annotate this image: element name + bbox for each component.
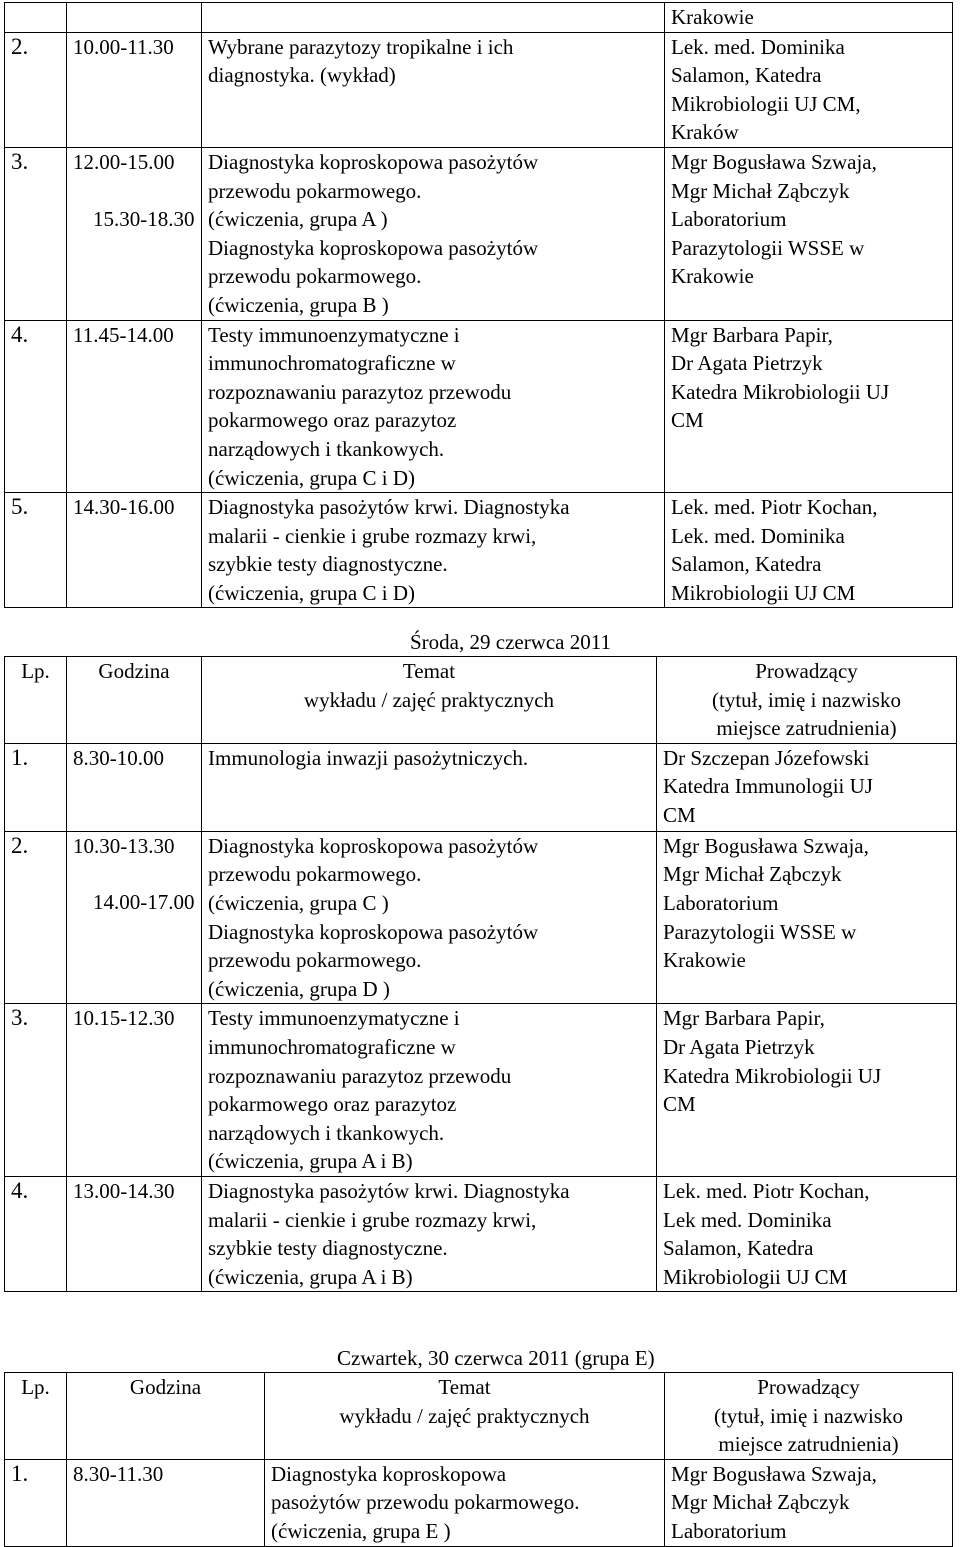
lecturer-cell: Mgr Barbara Papir, Dr Agata Pietrzyk Katedra Mikrobiologii UJ CM (657, 1004, 957, 1177)
row-number: 1. (5, 743, 67, 831)
header-lecturer: Prowadzący (tytuł, imię i nazwisko miejsce zatrudnienia) (665, 1373, 953, 1460)
topic-cell: Immunologia inwazji pasożytniczych. (202, 743, 657, 831)
topic-cell: Testy immunoenzymatyczne i immunochromatograficzne w rozpoznawaniu parazytoz przewodu pokarmowego oraz parazytoz narządowych i tkankowych. (ćwiczenia, grupa A i B) (202, 1004, 657, 1177)
lecturer-cell: Lek. med. Dominika Salamon, Katedra Mikrobiologii UJ CM, Kraków (665, 32, 953, 147)
header-lp: Lp. (5, 657, 67, 744)
header-topic: Temat wykładu / zajęć praktycznych (202, 657, 657, 744)
lecturer-cell: Lek. med. Piotr Kochan, Lek med. Dominika Salamon, Katedra Mikrobiologii UJ CM (657, 1176, 957, 1291)
lecturer-cell: Lek. med. Piotr Kochan, Lek. med. Dominika Salamon, Katedra Mikrobiologii UJ CM (665, 493, 953, 608)
table-row (5, 320, 953, 493)
header-time: Godzina (67, 1373, 265, 1460)
table-row (5, 147, 953, 320)
row-number: 5. (5, 493, 67, 608)
header-lp: Lp. (5, 1373, 67, 1460)
row-number: 2. (5, 831, 67, 1004)
row-number: 3. (5, 1004, 67, 1177)
lecturer-cell: Mgr Barbara Papir, Dr Agata Pietrzyk Katedra Mikrobiologii UJ CM (665, 320, 953, 493)
lecturer-cell: Mgr Bogusława Szwaja, Mgr Michał Ząbczyk Laboratorium Parazytologii WSSE w Krakowie (657, 831, 957, 1004)
table-row (5, 831, 957, 1004)
schedule-table-day3 (4, 1372, 953, 1547)
lecturer-cell: Krakowie (665, 3, 953, 33)
topic-cell: Wybrane parazytozy tropikalne i ich diagnostyka. (wykład) (202, 32, 665, 147)
row-time: 8.30-11.30 (67, 1459, 265, 1546)
row-number: 4. (5, 1176, 67, 1291)
lecturer-cell: Mgr Bogusława Szwaja, Mgr Michał Ząbczyk Laboratorium (665, 1459, 953, 1546)
table-row (5, 1004, 957, 1177)
row-time: 14.30-16.00 (67, 493, 202, 608)
schedule-table-day2 (4, 656, 957, 1292)
row-time: 10.30-13.30 14.00-17.00 (67, 831, 202, 1004)
topic-cell: Diagnostyka pasożytów krwi. Diagnostyka malarii - cienkie i grube rozmazy krwi, szybkie testy diagnostyczne. (ćwiczenia, grupa A i B) (202, 1176, 657, 1291)
topic-cell: Diagnostyka koproskopowa pasożytów przewodu pokarmowego. (ćwiczenia, grupa A ) Diagnostyka koproskopowa pasożytów przewodu pokarmowego. (ćwiczenia, grupa B ) (202, 147, 665, 320)
lecturer-cell: Dr Szczepan Józefowski Katedra Immunologii UJ CM (657, 743, 957, 831)
row-number: 1. (5, 1459, 67, 1546)
day-title: Środa, 29 czerwca 2011 (410, 630, 611, 654)
row-number: 2. (5, 32, 67, 147)
row-number: 3. (5, 147, 67, 320)
row-time: 10.15-12.30 (67, 1004, 202, 1177)
table-header-row (5, 1373, 953, 1460)
row-time: 11.45-14.00 (67, 320, 202, 493)
row-time: 10.00-11.30 (67, 32, 202, 147)
row-time: 8.30-10.00 (67, 743, 202, 831)
table-header-row (5, 657, 957, 744)
table-row (5, 3, 953, 33)
header-lecturer: Prowadzący (tytuł, imię i nazwisko miejsce zatrudnienia) (657, 657, 957, 744)
topic-cell: Diagnostyka pasożytów krwi. Diagnostyka malarii - cienkie i grube rozmazy krwi, szybkie testy diagnostyczne. (ćwiczenia, grupa C i D) (202, 493, 665, 608)
table-row (5, 32, 953, 147)
topic-cell: Diagnostyka koproskopowa pasożytów przewodu pokarmowego. (ćwiczenia, grupa E ) (265, 1459, 665, 1546)
day-title: Czwartek, 30 czerwca 2011 (grupa E) (337, 1346, 655, 1370)
table-row (5, 493, 953, 608)
schedule-table-continued (4, 2, 953, 608)
topic-cell: Diagnostyka koproskopowa pasożytów przewodu pokarmowego. (ćwiczenia, grupa C ) Diagnostyka koproskopowa pasożytów przewodu pokarmowego. (ćwiczenia, grupa D ) (202, 831, 657, 1004)
table-row (5, 743, 957, 831)
header-topic: Temat wykładu / zajęć praktycznych (265, 1373, 665, 1460)
table-row (5, 1459, 953, 1546)
table-row (5, 1176, 957, 1291)
topic-cell: Testy immunoenzymatyczne i immunochromatograficzne w rozpoznawaniu parazytoz przewodu pokarmowego oraz parazytoz narządowych i tkankowych. (ćwiczenia, grupa C i D) (202, 320, 665, 493)
header-time: Godzina (67, 657, 202, 744)
row-time: 13.00-14.30 (67, 1176, 202, 1291)
row-time: 12.00-15.00 15.30-18.30 (67, 147, 202, 320)
row-number: 4. (5, 320, 67, 493)
lecturer-cell: Mgr Bogusława Szwaja, Mgr Michał Ząbczyk Laboratorium Parazytologii WSSE w Krakowie (665, 147, 953, 320)
